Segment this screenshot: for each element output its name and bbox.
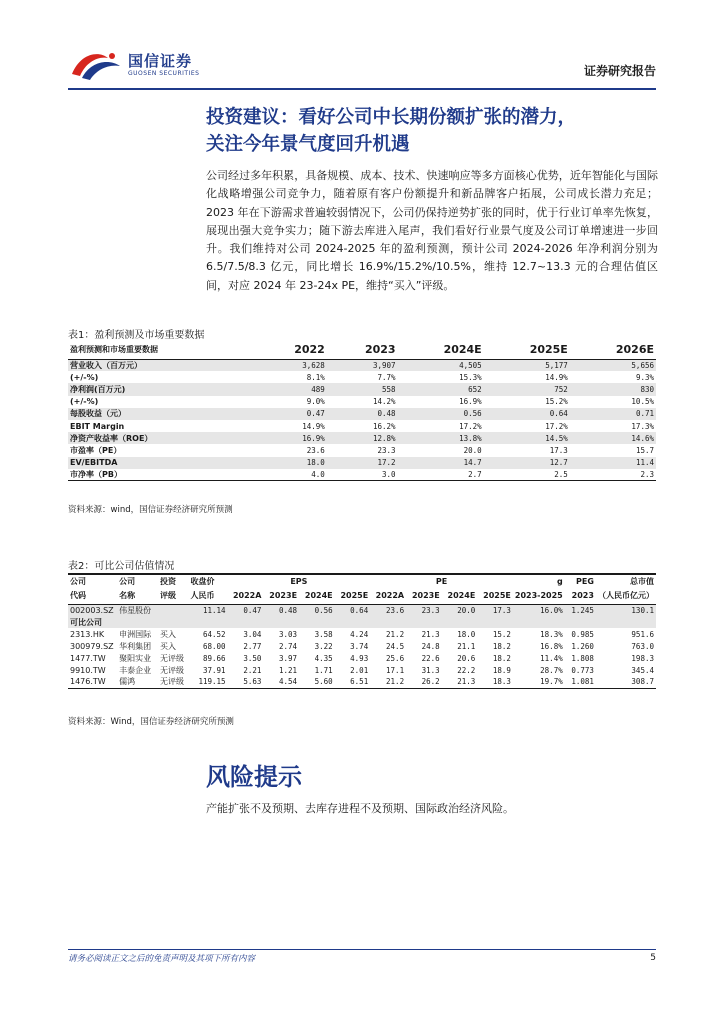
table-cell: 002003.SZ [68, 604, 117, 616]
table-cell: 0.64 [484, 408, 570, 420]
table-cell: 丰泰企业 [119, 665, 152, 675]
table-cell: 20.6 [457, 653, 476, 663]
table-cell: 18.0 [256, 457, 327, 469]
table-cell [158, 604, 188, 616]
table-cell: 16.2% [373, 421, 396, 431]
logo-text-cn: 国信证券 [128, 52, 193, 70]
table-cell: 4.93 [350, 653, 369, 663]
table-cell: 31.3 [421, 665, 440, 675]
col-header-eps: EPS [228, 574, 371, 588]
section-title-line-1: 投资建议：看好公司中长期份额扩张的潜力， [206, 107, 577, 128]
col-header: 2023 [565, 588, 596, 604]
col-header: 盈利预测和市场重要数据 [68, 341, 256, 359]
table-cell: 830 [570, 383, 656, 395]
table-cell: 763.0 [631, 641, 654, 651]
table-row [68, 652, 656, 664]
table-cell: 17.2% [459, 421, 482, 431]
table-cell: 买入 [160, 641, 177, 651]
row-label: 市盈率（PE） [70, 445, 122, 455]
table-cell: 17.3 [477, 604, 513, 616]
table-cell: 无评级 [158, 676, 188, 688]
table-cell: 26.2 [406, 676, 442, 688]
col-header: 2023 [327, 341, 398, 359]
section-title-investment [206, 104, 656, 158]
table-row [68, 676, 656, 688]
table-cell: 17.2 [327, 457, 398, 469]
table-cell: 申洲国际 [119, 629, 152, 639]
table-row [68, 396, 656, 408]
table-cell: 5,177 [484, 359, 570, 371]
table-cell: 无评级 [160, 665, 185, 675]
table-cell: 1.081 [565, 676, 596, 688]
table-cell: 2.5 [484, 469, 570, 481]
group-label: 可比公司 [68, 616, 656, 628]
footer-divider [68, 949, 656, 950]
table-row [68, 432, 656, 444]
row-label: EV/EBITDA [68, 457, 256, 469]
table-cell: 20.0 [463, 445, 482, 455]
table-cell: 无评级 [160, 653, 185, 663]
table-cell: 6.51 [335, 676, 371, 688]
table-cell: 21.2 [386, 629, 405, 639]
table-cell: 23.3 [406, 604, 442, 616]
page-header [68, 44, 656, 88]
col-header-peg: PEG [565, 574, 596, 588]
col-header: 公司 [68, 574, 117, 588]
table-cell: 64.52 [202, 629, 226, 639]
table-row [68, 628, 656, 640]
table-cell: 25.6 [386, 653, 405, 663]
row-label: EBIT Margin [70, 421, 125, 431]
col-header: 公司 [117, 574, 158, 588]
table-cell: 7.7% [377, 372, 396, 382]
table-cell: 3.03 [278, 629, 298, 639]
table-cell: 14.5% [484, 432, 570, 444]
table-cell: 13.8% [398, 432, 484, 444]
table-cell: 18.3% [540, 629, 563, 639]
col-header: 代码 [68, 588, 117, 604]
table-cell: 1.808 [571, 653, 594, 663]
table-cell: 14.9% [302, 421, 325, 431]
table-cell: 0.47 [256, 408, 327, 420]
table-cell: 18.0 [457, 629, 476, 639]
table-cell: 21.2 [370, 676, 406, 688]
table-cell: 3.04 [243, 629, 262, 639]
table-cell: 3,907 [327, 359, 398, 371]
section-title-risk: 风险提示 [206, 763, 302, 791]
table-cell: 0.48 [327, 408, 398, 420]
investment-paragraph: 公司经过多年积累，具备规模、成本、技术、快速响应等多方面核心优势，近年智能化与国际化战略增强公司竞争力，随着原有客户份额提升和新品牌客户拓展，公司成长潜力充足；2023 年在下游需求普遍较弱情况下，公司仍保持逆势扩张的同时，优于行业订单率先恢复，展现出强大竞争实力；随下游去库进入尾声，我们看好行业景气度及公司订单增速进一步回升。我们维持对公司 2024-2025 年的盈利预测，预计公司 2024-2026 年净利润分别为 6.5/7.5/8.3 亿元，同比增长 16.9%/15.2%/10.5%，维持 12.7~13.3 元的合理估值区间，对应 2024 年 23-24x PE，维持“买入”评级。 [206, 169, 658, 292]
table-cell: 15.3% [459, 372, 482, 382]
table-cell: 9.0% [306, 397, 325, 407]
table1-caption: 表1：盈利预测及市场重要数据 [68, 330, 205, 341]
table-cell: 22.6 [421, 653, 440, 663]
table-row [68, 457, 656, 469]
table-cell: 23.6 [306, 445, 325, 455]
table-cell: 21.3 [442, 676, 478, 688]
table-cell: 1.21 [278, 665, 298, 675]
table-cell: 20.0 [442, 604, 478, 616]
table-cell: 12.7 [484, 457, 570, 469]
table-cell: 0.71 [570, 408, 656, 420]
table-cell: 198.3 [631, 653, 654, 663]
table-cell: 15.2% [545, 397, 568, 407]
col-header: 收盘价 [189, 574, 228, 588]
table-cell: 3,628 [256, 359, 327, 371]
comparable-valuation-table [68, 573, 656, 689]
table-cell: 345.4 [631, 665, 654, 675]
col-header: 2024E [299, 588, 335, 604]
table-row [68, 640, 656, 652]
table-cell: 23.6 [370, 604, 406, 616]
row-label: 净利润(百万元) [68, 383, 256, 395]
col-header: 投资 [158, 574, 188, 588]
table-cell: 14.7 [398, 457, 484, 469]
col-header: 2022 [256, 341, 327, 359]
table-row [68, 420, 656, 432]
row-label: 每股收益（元） [68, 408, 256, 420]
row-label: 市净率（PB） [68, 469, 256, 481]
table-row [68, 371, 656, 383]
table-cell: 23.3 [377, 445, 396, 455]
table-cell: 18.3 [477, 676, 513, 688]
table-cell: 儒鸿 [117, 676, 158, 688]
col-header: 2025E [484, 341, 570, 359]
table-cell: 15.2 [492, 629, 511, 639]
col-header: 2023E [406, 588, 442, 604]
table-cell: 21.3 [421, 629, 440, 639]
table-cell: 1476.TW [68, 676, 117, 688]
logo-text-en: GUOSEN SECURITIES [128, 70, 200, 77]
table-cell: 15.7 [635, 445, 654, 455]
table-row [68, 664, 656, 676]
table-cell: 0.47 [228, 604, 264, 616]
table-cell: 558 [327, 383, 398, 395]
table-cell: 5,656 [570, 359, 656, 371]
col-header: 2025E [335, 588, 371, 604]
col-header-mktcap: 总市值 [596, 574, 656, 588]
table-cell: 4.24 [350, 629, 369, 639]
table-cell: 16.8% [540, 641, 563, 651]
table-cell: 0.985 [571, 629, 594, 639]
header-divider [68, 88, 656, 90]
table-cell: 0.56 [299, 604, 335, 616]
table-header-row [68, 574, 656, 588]
table-cell: 2.74 [278, 641, 298, 651]
table-cell: 752 [484, 383, 570, 395]
table-cell: 4,505 [398, 359, 484, 371]
table-cell: 3.0 [327, 469, 398, 481]
table-cell: 4.0 [256, 469, 327, 481]
table-cell: 3.50 [243, 653, 262, 663]
table-cell: 伟星股份 [117, 604, 158, 616]
table-cell: 9910.TW [70, 665, 106, 675]
table2-caption: 表2：可比公司估值情况 [68, 561, 175, 572]
table-cell: 14.6% [570, 432, 656, 444]
table-header-row [68, 341, 656, 359]
page-number: 5 [650, 953, 656, 963]
table-cell: 12.8% [327, 432, 398, 444]
col-header: 2022A [228, 588, 264, 604]
table-cell: 300979.SZ [70, 641, 114, 651]
footer-disclaimer: 请务必阅读正文之后的免责声明及其项下所有内容 [68, 954, 256, 964]
col-header: 评级 [158, 588, 188, 604]
table-cell: 18.2 [492, 641, 511, 651]
col-header-pe: PE [370, 574, 513, 588]
table-cell: 9.3% [635, 372, 654, 382]
table-row [68, 383, 656, 395]
col-header: 2024E [442, 588, 478, 604]
col-header: 2025E [477, 588, 513, 604]
table-row [68, 444, 656, 456]
table-cell: 2.7 [398, 469, 484, 481]
risk-paragraph: 产能扩张不及预期、去库存进程不及预期、国际政治经济风险。 [206, 802, 514, 815]
col-header-g: g [513, 574, 565, 588]
col-header: 人民币 [189, 588, 228, 604]
table-cell: 3.97 [278, 653, 298, 663]
company-logo [68, 44, 208, 84]
col-header: （人民币亿元） [596, 588, 656, 604]
table-cell: 3.74 [350, 641, 369, 651]
table-cell: 18.9 [492, 665, 511, 675]
col-header: 2022A [370, 588, 406, 604]
col-header: 2023E [263, 588, 299, 604]
table-cell: 14.2% [373, 397, 396, 407]
table-cell: 1.260 [571, 641, 594, 651]
table-cell: 10.5% [631, 397, 654, 407]
section-title-line-2: 关注今年景气度回升机遇 [206, 134, 410, 155]
table-cell: 2.77 [243, 641, 262, 651]
table-cell: 8.1% [306, 372, 325, 382]
table-cell: 2.21 [243, 665, 262, 675]
table-cell: 0.48 [263, 604, 299, 616]
table-cell: 16.9% [459, 397, 482, 407]
report-type-label: 证券研究报告 [583, 64, 656, 78]
table-cell: 951.6 [631, 629, 654, 639]
table-cell: 2.01 [350, 665, 369, 675]
table-cell: 买入 [160, 629, 177, 639]
table-cell: 489 [256, 383, 327, 395]
table-cell: 130.1 [596, 604, 656, 616]
table-cell: 2.3 [570, 469, 656, 481]
table-cell: 2313.HK [70, 629, 105, 639]
table-cell: 119.15 [189, 676, 228, 688]
table-cell: 11.4 [570, 457, 656, 469]
col-header: 2023-2025 [513, 588, 565, 604]
table-cell: 89.66 [202, 653, 226, 663]
table-cell: 0.773 [571, 665, 594, 675]
table-cell: 华利集团 [119, 641, 152, 651]
row-label: 净资产收益率（ROE） [68, 432, 256, 444]
table-cell: 37.91 [202, 665, 226, 675]
table-cell: 22.2 [457, 665, 476, 675]
table-header-row [68, 588, 656, 604]
table-cell: 21.1 [457, 641, 476, 651]
table-cell: 24.8 [421, 641, 440, 651]
table-cell: 4.54 [263, 676, 299, 688]
table-row [68, 469, 656, 481]
earnings-forecast-table [68, 341, 656, 481]
table-row [68, 604, 656, 616]
table-row [68, 408, 656, 420]
group-row [68, 616, 656, 628]
table-cell: 11.4% [540, 653, 563, 663]
table-cell: 16.0% [513, 604, 565, 616]
table-cell: 19.7% [513, 676, 565, 688]
table-cell: 14.9% [545, 372, 568, 382]
table-cell: 17.3% [631, 421, 654, 431]
table2-source: 资料来源：Wind，国信证券经济研究所预测 [68, 717, 234, 727]
table-cell: 聚阳实业 [119, 653, 152, 663]
table-cell: 68.00 [202, 641, 226, 651]
row-label: (+/-%) [70, 397, 99, 407]
table-cell: 16.9% [256, 432, 327, 444]
table-cell: 3.58 [314, 629, 333, 639]
row-label: (+/-%) [70, 372, 99, 382]
col-header: 2024E [398, 341, 484, 359]
table-cell: 28.7% [540, 665, 563, 675]
table-cell: 17.1 [386, 665, 405, 675]
table-cell: 17.2% [545, 421, 568, 431]
table-cell: 18.2 [492, 653, 511, 663]
table-cell: 1.245 [565, 604, 596, 616]
table-cell: 5.60 [299, 676, 335, 688]
table-cell: 0.56 [398, 408, 484, 420]
table-cell: 652 [398, 383, 484, 395]
table-cell: 5.63 [228, 676, 264, 688]
table-cell: 1.71 [314, 665, 333, 675]
col-header: 2026E [570, 341, 656, 359]
table-cell: 308.7 [596, 676, 656, 688]
guosen-logo-icon [68, 48, 124, 82]
table-cell: 4.35 [314, 653, 333, 663]
row-label: 营业收入（百万元） [68, 359, 256, 371]
table-cell: 3.22 [314, 641, 333, 651]
table-cell: 11.14 [189, 604, 228, 616]
table1-source: 资料来源：wind，国信证券经济研究所预测 [68, 505, 233, 515]
table-cell: 17.3 [549, 445, 568, 455]
table-cell: 0.64 [335, 604, 371, 616]
table-cell: 1477.TW [70, 653, 106, 663]
table-row [68, 359, 656, 371]
col-header: 名称 [117, 588, 158, 604]
table-cell: 24.5 [386, 641, 405, 651]
